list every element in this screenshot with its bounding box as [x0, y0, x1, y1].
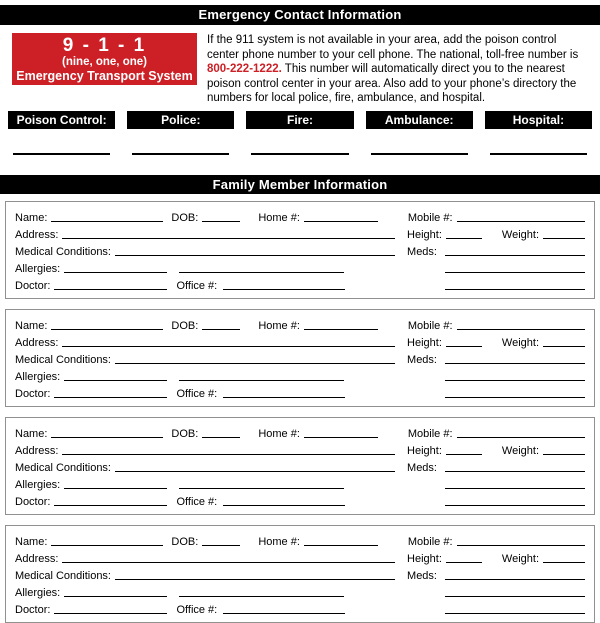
name-row — [15, 423, 585, 440]
family-member-block — [5, 417, 595, 515]
allergies-continuation-blank[interactable] — [179, 488, 344, 489]
contact-label-police: Police: — [127, 111, 234, 129]
name-row — [15, 207, 585, 224]
name-label: Name: — [15, 211, 48, 224]
911-number: 9 - 1 - 1 — [62, 34, 147, 56]
address-label: Address: — [15, 228, 59, 241]
home-phone-blank[interactable] — [304, 221, 378, 222]
weight-label: Weight: — [501, 336, 539, 349]
address-blank[interactable] — [62, 562, 395, 563]
address-label: Address: — [15, 552, 59, 565]
home-phone-blank[interactable] — [304, 329, 378, 330]
name-blank[interactable] — [51, 545, 163, 546]
family-member-block — [5, 201, 595, 299]
911-pronunciation: (nine, one, one) — [62, 55, 147, 68]
meds-blank[interactable] — [445, 579, 585, 580]
height-blank[interactable] — [446, 454, 482, 455]
medical-conditions-label: Medical Conditions: — [15, 353, 111, 366]
emergency-contact-blanks — [8, 153, 592, 155]
doctor-row — [15, 275, 585, 292]
address-row — [15, 332, 585, 349]
family-section-title: Family Member Information — [0, 175, 600, 194]
address-blank[interactable] — [62, 238, 395, 239]
medical-conditions-label: Medical Conditions: — [15, 461, 111, 474]
height-blank[interactable] — [446, 346, 482, 347]
medical-row — [15, 457, 585, 474]
meds-blank[interactable] — [445, 471, 585, 472]
meds-continuation-blank-2[interactable] — [445, 613, 585, 614]
address-row — [15, 224, 585, 241]
meds-blank[interactable] — [445, 255, 585, 256]
address-blank[interactable] — [62, 454, 395, 455]
contact-label-fire: Fire: — [246, 111, 353, 129]
height-label: Height: — [407, 552, 442, 565]
medical-conditions-blank[interactable] — [115, 363, 395, 364]
medical-row — [15, 349, 585, 366]
allergies-blank[interactable] — [64, 380, 167, 381]
contact-label-hospital: Hospital: — [485, 111, 592, 129]
meds-blank[interactable] — [445, 363, 585, 364]
home-phone-blank[interactable] — [304, 437, 378, 438]
home-phone-label: Home #: — [258, 319, 300, 332]
mobile-phone-blank[interactable] — [457, 221, 585, 222]
height-label: Height: — [407, 228, 442, 241]
address-label: Address: — [15, 336, 59, 349]
name-label: Name: — [15, 535, 48, 548]
emergency-911-box — [12, 33, 197, 85]
medical-conditions-blank[interactable] — [115, 255, 395, 256]
address-blank[interactable] — [62, 346, 395, 347]
doctor-blank[interactable] — [54, 397, 167, 398]
doctor-label: Doctor: — [15, 603, 51, 616]
office-phone-blank[interactable] — [223, 397, 345, 398]
intro-section — [12, 33, 585, 106]
instructions-text-after: This number will automatically direct you to the nearest poison control center in your area. Also add to your phone’s directory the numbers for local police, fire, ambulance, and hospital. — [207, 63, 577, 104]
doctor-blank[interactable] — [54, 505, 167, 506]
office-phone-blank[interactable] — [223, 505, 345, 506]
contact-label-poison-control: Poison Control: — [8, 111, 115, 129]
meds-continuation-blank-2[interactable] — [445, 397, 585, 398]
dob-label: DOB: — [171, 427, 199, 440]
home-phone-label: Home #: — [258, 211, 300, 224]
police-number-blank[interactable] — [132, 153, 229, 155]
contact-label-ambulance: Ambulance: — [366, 111, 473, 129]
office-phone-blank[interactable] — [223, 613, 345, 614]
doctor-row — [15, 491, 585, 508]
dob-blank[interactable] — [202, 437, 240, 438]
meds-label: Meds: — [407, 353, 437, 366]
instructions-text-before: If the 911 system is not available in your area, add the poison control center phone number to your cell phone. The national, toll-free number is — [207, 34, 579, 61]
address-row — [15, 548, 585, 565]
mobile-phone-blank[interactable] — [457, 437, 585, 438]
doctor-row — [15, 599, 585, 616]
weight-blank[interactable] — [543, 346, 585, 347]
doctor-label: Doctor: — [15, 387, 51, 400]
medical-conditions-blank[interactable] — [115, 579, 395, 580]
weight-blank[interactable] — [543, 562, 585, 563]
allergies-blank[interactable] — [64, 488, 167, 489]
poison-control-instructions — [207, 33, 585, 106]
meds-label: Meds: — [407, 245, 437, 258]
ambulance-number-blank[interactable] — [371, 153, 468, 155]
weight-blank[interactable] — [543, 454, 585, 455]
weight-blank[interactable] — [543, 238, 585, 239]
name-row — [15, 315, 585, 332]
allergies-label: Allergies: — [15, 586, 61, 599]
allergies-row — [15, 582, 585, 599]
mobile-phone-label: Mobile #: — [407, 427, 453, 440]
mobile-phone-label: Mobile #: — [407, 319, 453, 332]
family-members — [0, 201, 600, 623]
meds-continuation-blank[interactable] — [445, 488, 585, 489]
name-row — [15, 531, 585, 548]
home-phone-label: Home #: — [258, 535, 300, 548]
weight-label: Weight: — [501, 228, 539, 241]
poison-control-phone-number: 800-222-1222. — [207, 63, 282, 75]
mobile-phone-label: Mobile #: — [407, 211, 453, 224]
name-blank[interactable] — [51, 221, 163, 222]
name-blank[interactable] — [51, 329, 163, 330]
name-label: Name: — [15, 427, 48, 440]
office-phone-label: Office #: — [176, 495, 218, 508]
medical-row — [15, 241, 585, 258]
medical-row — [15, 565, 585, 582]
meds-continuation-blank[interactable] — [445, 272, 585, 273]
allergies-continuation-blank[interactable] — [179, 596, 344, 597]
office-phone-label: Office #: — [176, 387, 218, 400]
doctor-blank[interactable] — [54, 613, 167, 614]
doctor-label: Doctor: — [15, 279, 51, 292]
allergies-blank[interactable] — [64, 272, 167, 273]
name-label: Name: — [15, 319, 48, 332]
doctor-label: Doctor: — [15, 495, 51, 508]
doctor-row — [15, 383, 585, 400]
mobile-phone-blank[interactable] — [457, 329, 585, 330]
allergies-label: Allergies: — [15, 478, 61, 491]
dob-label: DOB: — [171, 211, 199, 224]
emergency-contact-labels — [8, 111, 592, 129]
meds-continuation-blank[interactable] — [445, 596, 585, 597]
dob-blank[interactable] — [202, 545, 240, 546]
office-phone-blank[interactable] — [223, 289, 345, 290]
home-phone-blank[interactable] — [304, 545, 378, 546]
allergies-continuation-blank[interactable] — [179, 272, 344, 273]
height-blank[interactable] — [446, 562, 482, 563]
family-member-block — [5, 525, 595, 623]
allergies-label: Allergies: — [15, 370, 61, 383]
allergies-row — [15, 258, 585, 275]
weight-label: Weight: — [501, 444, 539, 457]
height-label: Height: — [407, 336, 442, 349]
office-phone-label: Office #: — [176, 603, 218, 616]
hospital-number-blank[interactable] — [490, 153, 587, 155]
meds-continuation-blank-2[interactable] — [445, 505, 585, 506]
allergies-row — [15, 366, 585, 383]
medical-conditions-label: Medical Conditions: — [15, 245, 111, 258]
fire-number-blank[interactable] — [251, 153, 348, 155]
name-blank[interactable] — [51, 437, 163, 438]
dob-label: DOB: — [171, 319, 199, 332]
allergies-label: Allergies: — [15, 262, 61, 275]
allergies-blank[interactable] — [64, 596, 167, 597]
dob-blank[interactable] — [202, 221, 240, 222]
family-member-block — [5, 309, 595, 407]
address-row — [15, 440, 585, 457]
medical-conditions-label: Medical Conditions: — [15, 569, 111, 582]
poison-control-number-blank[interactable] — [13, 153, 110, 155]
meds-label: Meds: — [407, 569, 437, 582]
address-label: Address: — [15, 444, 59, 457]
home-phone-label: Home #: — [258, 427, 300, 440]
dob-blank[interactable] — [202, 329, 240, 330]
mobile-phone-blank[interactable] — [457, 545, 585, 546]
meds-continuation-blank-2[interactable] — [445, 289, 585, 290]
page-title: Emergency Contact Information — [0, 5, 600, 25]
doctor-blank[interactable] — [54, 289, 167, 290]
allergies-continuation-blank[interactable] — [179, 380, 344, 381]
911-system-label: Emergency Transport System — [16, 68, 193, 83]
meds-continuation-blank[interactable] — [445, 380, 585, 381]
office-phone-label: Office #: — [176, 279, 218, 292]
height-label: Height: — [407, 444, 442, 457]
weight-label: Weight: — [501, 552, 539, 565]
height-blank[interactable] — [446, 238, 482, 239]
allergies-row — [15, 474, 585, 491]
medical-conditions-blank[interactable] — [115, 471, 395, 472]
dob-label: DOB: — [171, 535, 199, 548]
meds-label: Meds: — [407, 461, 437, 474]
mobile-phone-label: Mobile #: — [407, 535, 453, 548]
